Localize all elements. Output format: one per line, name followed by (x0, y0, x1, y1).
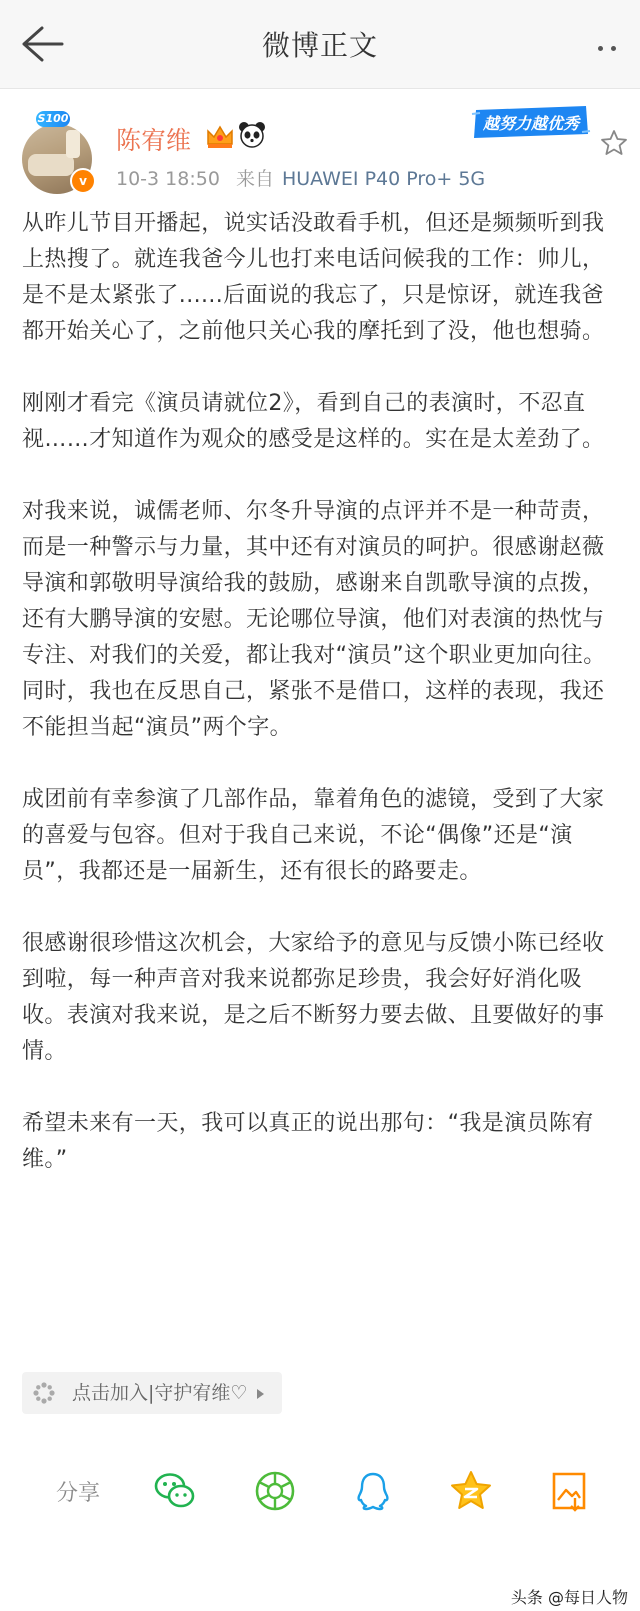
top-bar (0, 0, 640, 89)
avatar-photo-detail (66, 130, 80, 158)
dot-icon (598, 46, 603, 51)
share-qzone-button[interactable] (448, 1468, 494, 1514)
save-image-icon (546, 1468, 592, 1514)
panda-icon (238, 121, 266, 149)
campaign-badge-label: 越努力越优秀 (482, 114, 580, 133)
topic-chip[interactable] (22, 1372, 282, 1414)
favorite-star-icon[interactable] (599, 128, 629, 158)
topic-chip-label: 点击加入|守护宥维♡ (72, 1382, 248, 1404)
dot-icon (611, 46, 616, 51)
paragraph: 很感谢很珍惜这次机会，大家给予的意见与反馈小陈已经收到啦，每一种声音对我来说都弥足珍贵，我会好好消化吸收。表演对我来说，是之后不断努力要去做、且要做好的事情。 (22, 931, 605, 1064)
source-prefix: 来自 (235, 168, 274, 190)
username-link[interactable]: 陈宥维 (116, 126, 192, 155)
moments-icon (252, 1468, 298, 1514)
watermark-text: 头条 @每日人物 (510, 1588, 628, 1607)
source-watermark (511, 1585, 628, 1608)
paragraph: 对我来说，诚儒老师、尔冬升导演的点评并不是一种苛责，而是一种警示与力量，其中还有对演员的呵护。很感谢赵薇导演和郭敬明导演给我的鼓励，感谢来自凯歌导演的点拨，还有大鹏导演的安慰。无论哪位导演，他们对表演的热忱与专注、对我们的关爱，都让我对“演员”这个职业更加向往。同时，我也在反思自己，紧张不是借口，这样的表现，我还不能担当起“演员”两个字。 (22, 499, 606, 740)
topic-flower-icon (32, 1381, 56, 1405)
save-image-button[interactable] (546, 1468, 592, 1514)
share-moments-button[interactable] (252, 1468, 298, 1514)
qzone-icon (448, 1468, 494, 1514)
more-options-button[interactable] (594, 36, 630, 56)
svip-badge: S100 (37, 112, 69, 125)
crown-icon (205, 124, 235, 150)
post-timestamp: 10-3 18:50 (116, 168, 220, 190)
campaign-badge[interactable] (470, 104, 592, 140)
source-device-link[interactable]: HUAWEI P40 Pro+ 5G (281, 168, 486, 190)
post-content (22, 206, 622, 1178)
share-bar (0, 1462, 640, 1522)
wechat-icon (152, 1468, 198, 1514)
share-wechat-button[interactable] (152, 1468, 198, 1514)
share-qq-button[interactable] (350, 1468, 396, 1514)
paragraph: 从昨儿节目开播起，说实话没敢看手机，但还是频频听到我上热搜了。就连我爸今儿也打来电话问候我的工作：帅儿，是不是太紧张了......后面说的我忘了，只是惊讶，就连我爸都开始关心了，之前他只关心我的摩托到了没，他也想骑。 (22, 211, 605, 344)
post-meta (116, 164, 485, 191)
qq-icon (350, 1468, 396, 1514)
paragraph: 刚刚才看完《演员请就位2》，看到自己的表演时，不忍直视……才知道作为观众的感受是这样的。实在是太差劲了。 (22, 391, 605, 452)
page-title: 微博正文 (261, 29, 378, 62)
paragraph: 希望未来有一天，我可以真正的说出那句：“我是演员陈宥维。” (22, 1111, 594, 1172)
paragraph: 成团前有幸参演了几部作品，靠着角色的滤镜，受到了大家的喜爱与包容。但对于我自己来说，不论“偶像”还是“演员”，我都还是一届新生，还有很长的路要走。 (22, 787, 605, 884)
chevron-right-icon (257, 1389, 264, 1399)
verified-badge: v (70, 168, 96, 194)
share-label: 分享 (56, 1481, 101, 1506)
